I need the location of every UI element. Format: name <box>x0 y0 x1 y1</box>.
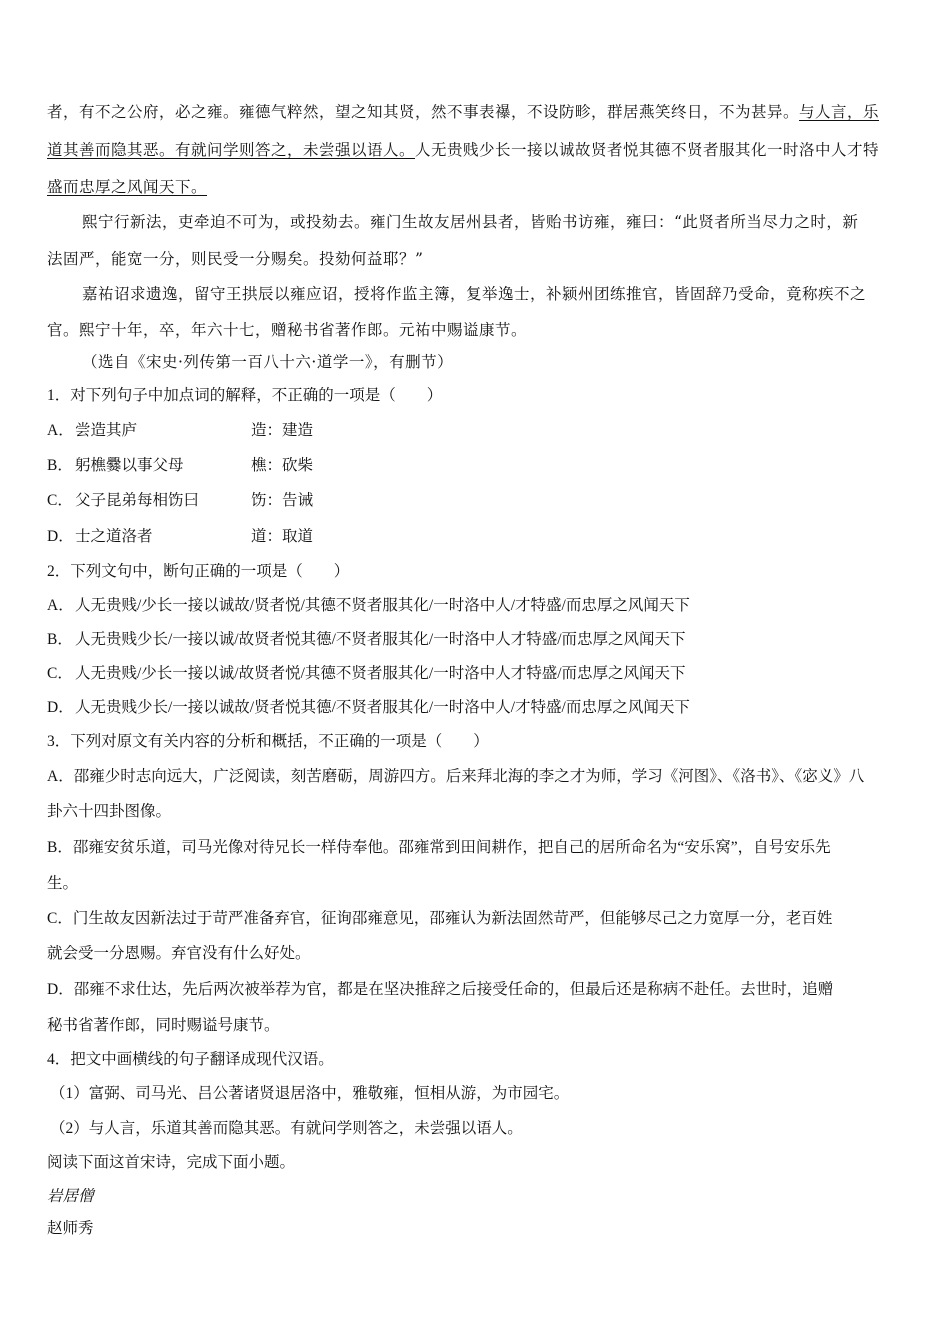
q1-option-a-label: A． <box>47 422 74 439</box>
q1-option-b-sentence: 躬樵爨以事父母 <box>75 457 184 474</box>
q2-option-c <box>47 664 907 684</box>
q1-option-d-sentence: 士之道洛者 <box>75 528 153 545</box>
q3-option-d-line-1: D．邵雍不求仕达，先后两次被举荐为官，都是在坚决推辞之后接受任命的，但最后还是称病不赴任。去世时，追赠 <box>47 981 834 998</box>
q1-option-a <box>47 421 907 441</box>
q3-stem: 3．下列对原文有关内容的分析和概括，不正确的一项是（ ） <box>47 733 489 750</box>
q1-option-d-gloss: 道：取道 <box>251 528 314 545</box>
underlined-sentence: 道其善而隐其恶。有就问学则答之，未尝强以语人。 <box>47 141 416 159</box>
q1-option-a-gloss: 造：建造 <box>251 422 314 439</box>
q3-option-c-line-1: C．门生故友因新法过于苛严准备弃官，征询邵雍意见，邵雍认为新法固然苛严，但能够尽己之力宽厚一分，老百姓 <box>47 910 833 927</box>
q1-option-b <box>47 456 907 476</box>
q1-option-a-sentence: 尝造其庐 <box>75 422 138 439</box>
q2-option-d-text: 人无贵贱少长/一接以诚故/贤者悦其德/不贤者服其化/一时洛中人/才特盛/而忠厚之风闻天下 <box>75 699 690 716</box>
paragraph-2-line-1: 熙宁行新法，吏牵迫不可为，或投劾去。雍门生故友居州县者，皆贻书访雍，雍曰：“此贤者所当尽力之时，新 <box>82 213 859 231</box>
q3-option-c-line-2: 就会受一分恩赐。弃官没有什么好处。 <box>47 945 311 962</box>
q1-option-c-gloss: 饬：告诫 <box>251 492 314 509</box>
q2-option-b-text: 人无贵贱少长/一接以诚/故贤者悦其德/不贤者服其化/一时洛中人才特盛/而忠厚之风闻天下 <box>75 631 686 648</box>
q1-option-d <box>47 527 907 547</box>
q2-option-d-label: D． <box>47 699 74 716</box>
q1-option-d-label: D． <box>47 528 74 545</box>
q2-option-a-label: A． <box>47 597 74 614</box>
passage-line-3 <box>47 177 907 197</box>
q4-item-2: （2）与人言，乐道其善而隐其恶。有就问学则答之，未尝强以语人。 <box>50 1120 523 1137</box>
q1-option-b-label: B． <box>47 457 73 474</box>
q1-option-c <box>47 491 907 511</box>
passage-line-1-plain: 者，有不之公府，必之雍。雍德气粹然，望之知其贤，然不事表襮，不设防畛，群居燕笑终日，不为甚异。 <box>47 103 800 121</box>
underlined-sentence: 与人言，乐 <box>799 103 880 121</box>
q2-option-a <box>47 596 907 616</box>
paragraph-3-line-1: 嘉祐诏求遗逸，留守王拱辰以雍应诏，授将作监主簿，复举逸士，补颍州团练推官，皆固辞乃受命，竟称疾不之 <box>82 285 867 303</box>
q2-option-b <box>47 630 907 650</box>
passage-source: （选自《宋史·列传第一百八十六·道学一》，有删节） <box>82 353 454 371</box>
poem-author: 赵师秀 <box>47 1220 94 1237</box>
poem-intro: 阅读下面这首宋诗，完成下面小题。 <box>47 1154 296 1171</box>
q3-option-a-line-1: A．邵雍少时志向远大，广泛阅读，刻苦磨砺，周游四方。后来拜北海的李之才为师，学习《河图》、《洛书》、《宓义》八 <box>47 768 865 785</box>
q2-option-c-text: 人无贵贱/少长一接以诚/故贤者悦/其德不贤者服其化/一时洛中人才特盛/而忠厚之风闻天下 <box>75 665 686 682</box>
q1-stem: 1．对下列句子中加点词的解释，不正确的一项是（ ） <box>47 387 443 404</box>
q2-option-c-label: C． <box>47 665 73 682</box>
q4-item-1: （1）富弼、司马光、吕公著诸贤退居洛中，雅敬雍，恒相从游，为市园宅。 <box>50 1085 570 1102</box>
q4-stem: 4．把文中画横线的句子翻译成现代汉语。 <box>47 1051 334 1068</box>
q2-option-b-label: B． <box>47 631 73 648</box>
q2-option-d <box>47 698 907 718</box>
paragraph-3-line-2: 官。熙宁十年，卒，年六十七，赠秘书省著作郎。元祐中赐谥康节。 <box>47 321 528 339</box>
poem-title: 岩居僧 <box>47 1188 94 1205</box>
q2-option-a-text: 人无贵贱/少长一接以诚故/贤者悦/其德不贤者服其化/一时洛中人/才特盛/而忠厚之风闻天下 <box>75 597 690 614</box>
paragraph-2-line-2: 法固严，能宽一分，则民受一分赐矣。投劾何益耶？” <box>47 250 424 268</box>
q1-option-b-gloss: 樵：砍柴 <box>251 457 314 474</box>
passage-line-2-plain: 人无贵贱少长一接以诚故贤者悦其德不贤者服其化一时洛中人才特 <box>415 141 880 159</box>
q3-option-b-line-1: B．邵雍安贫乐道，司马光像对待兄长一样侍奉他。邵雍常到田间耕作，把自己的居所命名为“安乐窝”，自号安乐先 <box>47 839 831 856</box>
q2-stem: 2．下列文句中，断句正确的一项是（ ） <box>47 563 350 580</box>
q3-option-d-line-2: 秘书省著作郎，同时赐谥号康节。 <box>47 1017 280 1034</box>
q1-option-c-sentence: 父子昆弟每相饬曰 <box>75 492 200 509</box>
underlined-sentence: 盛而忠厚之风闻天下。 <box>47 178 208 196</box>
q1-option-c-label: C． <box>47 492 73 509</box>
q3-option-b-line-2: 生。 <box>47 875 79 892</box>
passage-line-1 <box>47 102 907 122</box>
passage-line-2 <box>47 140 907 160</box>
q3-option-a-line-2: 卦六十四卦图像。 <box>47 803 172 820</box>
